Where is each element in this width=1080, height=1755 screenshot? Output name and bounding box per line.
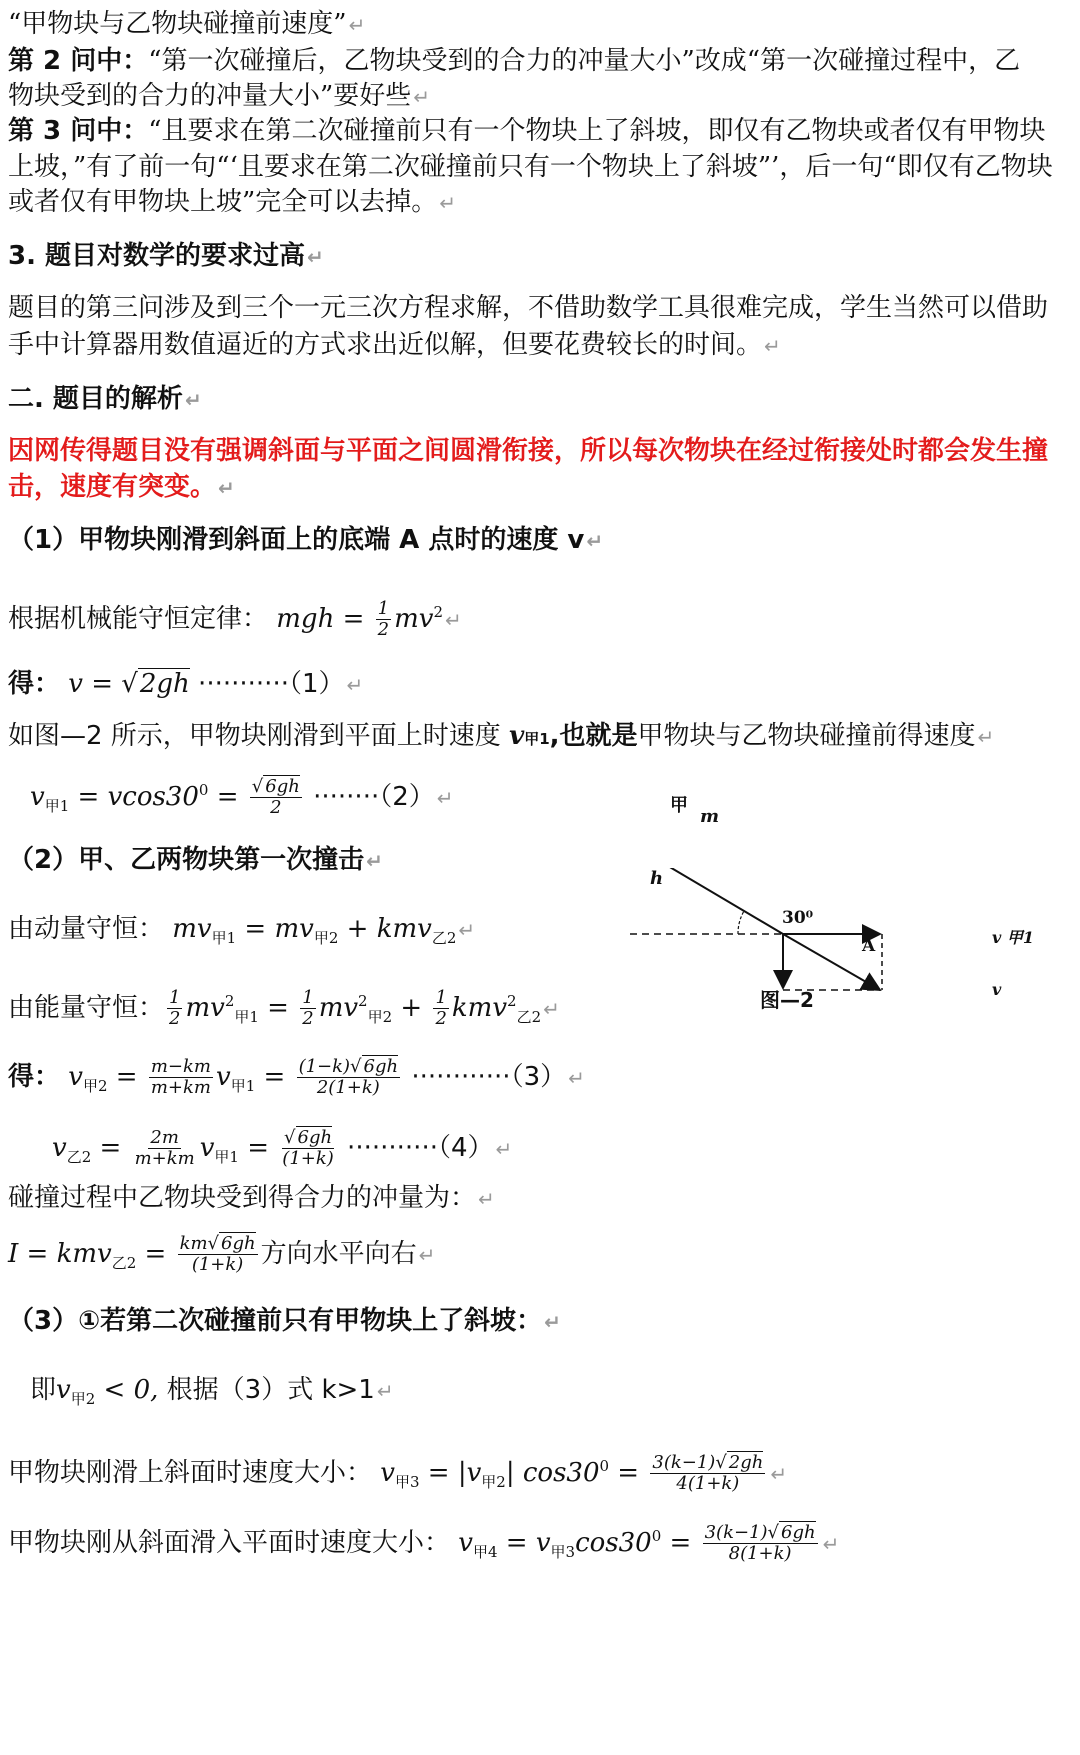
figure-label-v1: v 甲1 <box>992 928 1035 947</box>
figure-caption: 图—2 <box>760 988 814 1012</box>
part3-v4: 甲物块刚从斜面滑入平面时速度大小： $v_{甲4} = v_{甲3}\cos 30^0$ = $\frac{3(k-1)√ 6gh}{8(1+k)}$ ↵ <box>8 1522 840 1564</box>
part2-momentum: 由动量守恒： $mv_{甲1} = mv_{甲2} + kmv_{乙2}$ ↵ <box>8 914 476 947</box>
analysis-note-line-1: 因网传得题目没有强调斜面与平面之间圆滑衔接，所以每次物块在经过衔接处时都会发生撞 <box>8 436 1049 466</box>
issue-q2-line-1: 第 2 问中：“第一次碰撞后，乙物块受到的合力的冲量大小”改成“第一次碰撞过程中，乙 <box>8 46 1021 76</box>
part1-title: （1）甲物块刚滑到斜面上的底端 A 点时的速度 v ↵ <box>8 525 604 555</box>
figure-label-A: A <box>862 936 876 956</box>
part2-energy: 由能量守恒： $\frac{1}{2}$ $mv^2_{甲1}$ = $\frac{1}{2}$ $mv^2_{甲2}$ + $\frac{1}{2}$ kmv$^2_{乙2}$ ↵ <box>8 987 560 1029</box>
issue-heading-3: 3. 题目对数学的要求过高 ↵ <box>8 241 324 271</box>
issue-p3-line-1: 题目的第三问涉及到三个一元三次方程求解，不借助数学工具很难完成，学生当然可以借助 <box>8 293 1049 323</box>
part2-result-3: 得： $v_{甲2}$ = $\frac{m-km}{m+km}$ $v_{甲1}$ = $\frac{(1-k)√ 6gh}{2(1+k)}$ ············（3） ↵ <box>8 1056 585 1098</box>
part1-eq-2: $v_{甲1} = vcos30^0$ = $\frac{√ 6gh}{2}$ ········（2） ↵ <box>30 776 454 818</box>
part1-figure-ref: 如图—2 所示，甲物块刚滑到平面上时速度 v甲1,也就是甲物块与乙物块碰撞前得速度 ↵ <box>8 721 995 751</box>
part3-title: （3）①若第二次碰撞前只有甲物块上了斜坡： ↵ <box>8 1306 561 1336</box>
issue-q2-line-2: 物块受到的合力的冲量大小”要好些 ↵ <box>8 81 431 111</box>
part3-v3: 甲物块刚滑上斜面时速度大小： $v_{甲3} = |v_{甲2}|$ $\cos 30^0$ = $\frac{3(k-1)√ 2gh}{4(1+k)}$ ↵ <box>8 1452 788 1494</box>
figure-label-v: v <box>992 980 1002 999</box>
issue-q3-line-2: 上坡，”有了前一句“‘且要求在第二次碰撞前只有一个物块上了斜坡”’，后一句“即仅有乙物块 <box>8 152 1053 182</box>
part2-title: （2）甲、乙两物块第一次撞击 ↵ <box>8 845 383 875</box>
issue-q3-line-1: 第 3 问中：“且要求在第二次碰撞前只有一个物块上了斜坡，即仅有乙物块或者仅有甲物块 <box>8 116 1046 146</box>
angle-arc <box>738 911 744 934</box>
issue-line-1: “甲物块与乙物块碰撞前速度” ↵ <box>8 9 366 39</box>
part3-condition: 即$v_{甲2} < 0$, 根据（3）式 k>1 ↵ <box>30 1375 394 1408</box>
figure-label-jia: 甲 <box>670 795 688 816</box>
figure-label-angle: 30⁰ <box>782 908 814 928</box>
figure-label-h: h <box>650 868 664 889</box>
analysis-heading: 二. 题目的解析 ↵ <box>8 384 202 414</box>
part2-result-4: $v_{乙2}$ = $\frac{2m}{m+km}$ $v_{甲1}$ = $\frac{√ 6gh}{(1+k)}$ ···········（4） ↵ <box>52 1127 513 1169</box>
incline-diagram <box>630 868 1050 1128</box>
part2-impulse-eq: I = kmv$_{乙2}$ = $\frac{km√ 6gh}{(1+k)}$ 方向水平向右 ↵ <box>8 1233 436 1275</box>
part1-result: 得： v = √2gh ···········（1） ↵ <box>8 669 364 699</box>
figure-label-m: m <box>700 806 720 827</box>
analysis-note-line-2: 击，速度有突变。 ↵ <box>8 472 235 502</box>
part1-energy-law: 根据机械能守恒定律： mgh = $\frac{1}{2}$ $mv^2$ ↵ <box>8 598 462 640</box>
issue-q3-line-3: 或者仅有甲物块上坡”完全可以去掉。 ↵ <box>8 187 457 217</box>
issue-p3-line-2: 手中计算器用数值逼近的方式求出近似解，但要花费较长的时间。 ↵ <box>8 330 781 360</box>
part2-impulse-label: 碰撞过程中乙物块受到得合力的冲量为： ↵ <box>8 1183 495 1213</box>
